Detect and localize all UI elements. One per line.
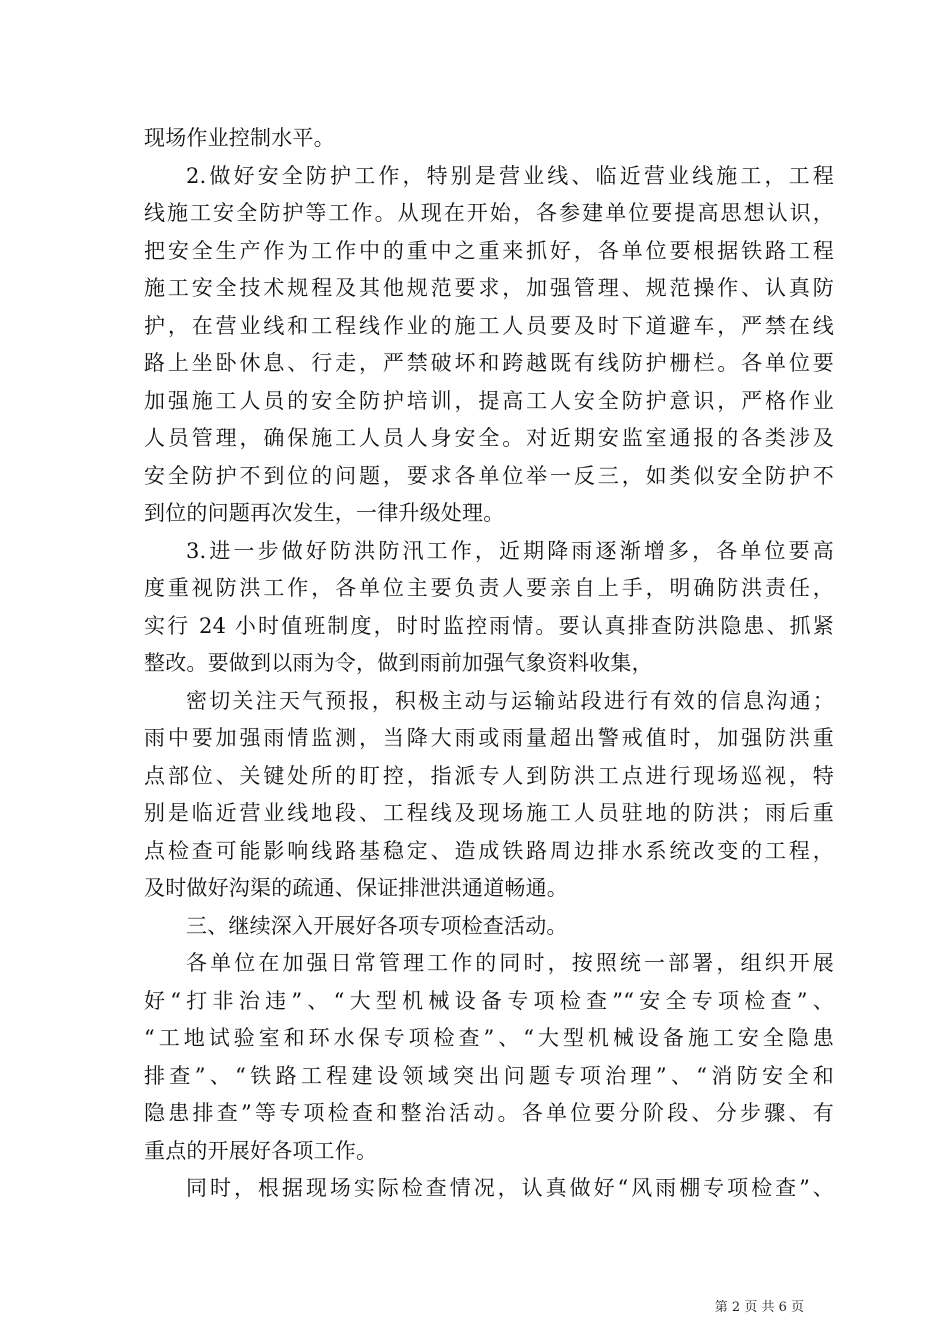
text-line: 三、继续深入开展好各项专项检查活动。: [186, 913, 568, 938]
text-line: 护，在营业线和工程线作业的施工人员要及时下道避车，严禁在线: [144, 313, 834, 338]
text-line: 好“打非治违”、“大型机械设备专项检查”“安全专项检查”、: [144, 988, 834, 1013]
text-line: 点检查可能影响线路基稳定、造成铁路周边排水系统改变的工程，: [144, 838, 834, 863]
text-line: 安全防护不到位的问题，要求各单位举一反三，如类似安全防护不: [144, 463, 834, 488]
text-line: 到位的问题再次发生，一律升级处理。: [144, 501, 505, 525]
text-line: 实行 24 小时值班制度，时时监控雨情。要认真排查防洪隐患、抓紧: [144, 613, 834, 638]
text-line: 各单位在加强日常管理工作的同时，按照统一部署，组织开展: [186, 951, 834, 975]
page-number: 第 2 页 共 6 页: [714, 1300, 804, 1315]
text-line: 别是临近营业线地段、工程线及现场施工人员驻地的防洪；雨后重: [144, 801, 834, 825]
text-line: 整改。要做到以雨为令，做到雨前加强气象资料收集，: [144, 651, 653, 675]
text-line: 线施工安全防护等工作。从现在开始，各参建单位要提高思想认识，: [144, 201, 834, 225]
text-line: 排查”、“铁路工程建设领域突出问题专项治理”、“消防安全和: [144, 1063, 834, 1088]
text-line: 雨中要加强雨情监测，当降大雨或雨量超出警戒值时，加强防洪重: [144, 726, 834, 750]
text-line: 度重视防洪工作，各单位主要负责人要亲自上手，明确防洪责任，: [144, 576, 834, 600]
text-line: 点部位、关键处所的盯控，指派专人到防洪工点进行现场巡视，特: [144, 763, 834, 788]
text-line: 重点的开展好各项工作。: [144, 1138, 378, 1163]
text-line: 人员管理，确保施工人员人身安全。对近期安监室通报的各类涉及: [144, 426, 834, 450]
text-line: 施工安全技术规程及其他规范要求，加强管理、规范操作、认真防: [144, 276, 834, 300]
text-line: 及时做好沟渠的疏通、保证排泄洪通道畅通。: [144, 876, 568, 900]
body-text: [144, 120, 834, 1208]
text-line: 2.做好安全防护工作，特别是营业线、临近营业线施工，工程: [186, 163, 834, 188]
text-line: “工地试验室和环水保专项检查”、“大型机械设备施工安全隐患: [144, 1026, 834, 1050]
text-line: 把安全生产作为工作中的重中之重来抓好，各单位要根据铁路工程: [144, 238, 834, 263]
text-line: 路上坐卧休息、行走，严禁破坏和跨越既有线防护栅栏。各单位要: [144, 351, 834, 375]
text-line: 同时，根据现场实际检查情况，认真做好“风雨棚专项检查”、: [186, 1176, 834, 1200]
text-line: 现场作业控制水平。: [144, 126, 335, 150]
text-line: 密切关注天气预报，积极主动与运输站段进行有效的信息沟通；: [186, 688, 834, 713]
text-line: 3.进一步做好防洪防汛工作，近期降雨逐渐增多，各单位要高: [186, 538, 834, 563]
text-line: 隐患排查”等专项检查和整治活动。各单位要分阶段、分步骤、有: [144, 1101, 834, 1125]
text-line: 加强施工人员的安全防护培训，提高工人安全防护意识，严格作业: [144, 388, 834, 413]
